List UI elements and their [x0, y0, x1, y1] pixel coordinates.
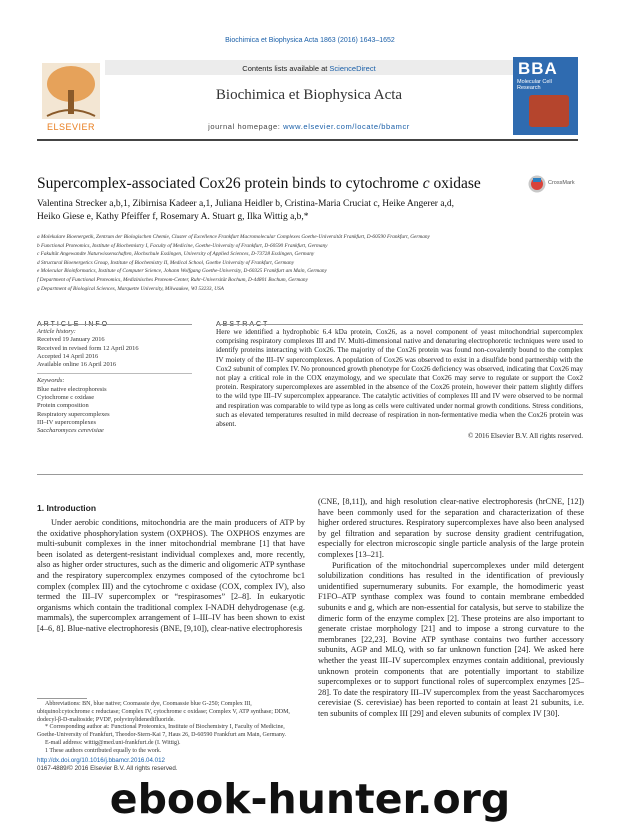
footnotes	[37, 701, 305, 756]
crossmark-label: CrossMark	[548, 180, 575, 186]
copyright: © 2016 Elsevier B.V. All rights reserved.	[467, 432, 583, 441]
affiliation-item: a Molekulare Bioenergetik, Zentrum der Biologischen Chemie, Cluster of Excellence Frankfurt Macromolecular Complexes Goethe-Universität Frankfurt, D-60590 Frankfurt, Germany	[37, 234, 430, 240]
affiliation-item: g Department of Biological Sciences, Marquette University, Milwaukee, WI 53233, USA	[37, 285, 224, 292]
journal-title: Biochimica et Biophysica Acta	[215, 87, 403, 103]
footnote-rule	[37, 698, 87, 699]
history-item: Accepted 14 April 2016	[37, 352, 99, 360]
affiliation-item: f Department of Functional Proteomics, Medizinisches Proteom-Center, Ruhr-Universität Bochum, D-44801 Bochum, Germany	[37, 276, 308, 283]
footnote-equal: 1 These authors contributed equally to the work.	[45, 747, 162, 754]
abstract-body	[216, 328, 583, 440]
authors-line-2: Heiko Giese e, Kathy Pfeiffer f, Rosemary A. Stuart g, Ilka Wittig a,b,*	[37, 212, 309, 222]
intro-left-paragraph: Under aerobic conditions, mitochondria are the main producers of ATP by the oxidative phosphorylation system (OXPHOS). The OXPHOS enzymes are multi-subunit complexes in the inner mitochondrial membrane [1] that have been isolated as detergent-resistant individual complexes and, more recently, also as higher order structures, such as the dimeric and oligomeric ATP synthase and the respiratory supercomplex enzymes composed of the cytochrome bc1 complex (complex III) and the cytochrome c oxidase (COX, complex IV), also termed the III–IV supercomplex or “respirasomes” [2–8]. In eukaryotic organisms which contain the traditional complex I-NADH dehydrogenase (e.g. mammals), the supercomplex arrangement of I–III–IV has been shown to exist [4–6, 8]. Blue-native electrophoresis (BNE, [9,10]), clear-native electrophoresis	[37, 518, 305, 633]
intro-right-paragraph-1: (CNE, [8,11]), and high resolution clear-native electrophoresis (hrCNE, [12]) have been commonly used for the separation and characterization of these higher ordered structures. Respiratory supercomplexes have also been analysed by gel filtration and separation by sucrose density gradient centrifugation, especially for electron microscopic single particle analysis of the large protein complexes [13–21].	[318, 497, 584, 559]
author-list	[37, 198, 577, 224]
homepage-prefix: journal homepage:	[208, 122, 284, 131]
keyword-item: Cytochrome c oxidase	[37, 394, 95, 402]
keyword-item: III–IV supercomplexes	[37, 418, 96, 426]
watermark: ebook-hunter.org	[109, 775, 511, 823]
affiliation-item: d Structural Bioenergetics Group, Institute of Biochemistry II, Medical School, Goethe University of Frankfurt, Germany	[37, 259, 295, 266]
keyword-item: Saccharomyces cerevisiae	[37, 427, 104, 435]
contents-line	[105, 64, 513, 73]
section-heading: 1. Introduction	[37, 503, 97, 513]
abstract-bottom-rule	[37, 474, 583, 475]
history-item: Available online 16 April 2016	[37, 361, 117, 369]
affiliation-item: b Functional Proteomics, Institute of Biochemistry I, Faculty of Medicine, Goethe-University of Frankfurt, D-60590 Frankfurt, Germany	[37, 242, 328, 249]
keyword-item: Respiratory supercomplexes	[37, 410, 110, 418]
journal-citation[interactable]: Biochimica et Biophysica Acta 1863 (2016) 1643–1652	[225, 37, 395, 44]
issn-line: 0167-4889/© 2016 Elsevier B.V. All rights reserved.	[37, 765, 178, 772]
article-info	[37, 328, 192, 436]
cover-title: BBA	[518, 59, 558, 78]
header-rule	[37, 139, 578, 141]
affiliation-item: c Fakultät Angewandte Naturwissenschaften, Hochschule Esslingen, University of Applied Sciences, D-73728 Esslingen, Germany	[37, 251, 315, 258]
affiliations	[37, 233, 577, 293]
crossmark-icon	[528, 175, 546, 193]
intro-right-paragraph-2: Purification of the mitochondrial supercomplexes under mild detergent solubilization conditions has resulted in the identification of previously unidentified supernumerary subunits. For example, the homodimeric yeast F1FO–ATP synthase complex was found to contain membrane embedded subunits e and g, which are non-essential for catalysis, but serve to stabilize the dimeric form of the enzyme complex [2]. These proteins are also important to generate cristae morphology [21] and to impose a strong curvature to the membranes [22,23]. Bovine ATP synthase contains two further accessory subunits, AGP and MLQ, with so far unknown function [24]. We asked here whether the yeast III–IV supercomplex enzymes contain additional, previously unknown protein components that are potentially important to stabilize supercomplexes or to support functional roles of supercomplex enzymes [25–28]. To date the respiratory III–IV supercomplex from the yeast Saccharomyces cerevisiae (S. cerevisiae) has been reported to contain at least 21 subunits, i.e. ten subunits of complex III [29] and eleven subunits of complex IV [30].	[318, 560, 584, 718]
contents-prefix: Contents lists available at	[242, 64, 330, 73]
footnote-abbreviations: Abbreviations: BN, blue native; Coomassie dye, Coomassie blue G-250; Complex III, ubiquinol:cytochrome c reductase; Complex IV, cytochrome c oxidase; Complex V, ATP synthase; DDM, dodecyl-β-D-maltoside; PVDF, polyvinylidenedifluoride.	[37, 701, 290, 723]
abstract-rule	[216, 324, 583, 325]
info-divider	[37, 373, 192, 374]
crossmark-badge[interactable]	[528, 173, 576, 197]
title-end: oxidase	[429, 175, 481, 192]
doi-link[interactable]: http://dx.doi.org/10.1016/j.bbamcr.2016.04.012	[37, 757, 165, 764]
sciencedirect-link[interactable]: ScienceDirect	[329, 64, 376, 73]
history-label: Article history:	[37, 328, 76, 335]
footnote-email: E-mail address: wittig@med.uni-frankfurt.de (I. Wittig).	[45, 739, 181, 746]
paper-title	[37, 175, 517, 193]
history-item: Received 19 January 2016	[37, 336, 105, 344]
history-item: Received in revised form 12 April 2016	[37, 344, 139, 352]
title-italic: c	[422, 175, 430, 192]
publisher-name: ELSEVIER	[46, 122, 96, 132]
keyword-item: Blue native electrophoresis	[37, 385, 107, 393]
footnote-corresponding: * Corresponding author at: Functional Proteomics, Institute of Biochemistry I, Faculty of Medicine, Goethe-University of Frankfurt, Theodor-Stern-Kai 7, Haus 26, D-60590 Frankfurt am Main, Germany.	[37, 724, 286, 739]
cover-subtitle: Molecular Cell Research	[517, 79, 552, 91]
journal-cover	[513, 57, 578, 135]
journal-homepage	[105, 122, 513, 131]
title-main: Supercomplex-associated Cox26 protein binds to cytochrome	[37, 175, 423, 192]
intro-right-column	[318, 497, 584, 719]
abstract-text: Here we identified a hydrophobic 6.4 kDa protein, Cox26, as a novel component of yeast mitochondrial supercomplex comprising respiratory complexes III and IV. Multi-dimensional native and denaturing electrophoretic techniques were used to identify proteins interacting with Cox26. The majority of the Cox26 protein was found non-covalently bound to the complex IV moiety of the III–IV supercomplexes. A population of Cox26 was observed to exist in a disulfide bond partnership with the Cox2 subunit of complex IV. No pronounced growth phenotype for Cox26 deficiency was observed, indicating that Cox26 may not play a critical role in the COX enzymology, and we speculate that Cox26 may serve to regulate or support the Cox2 protein. Respiratory supercomplexes are assembled in the absence of the Cox26 protein, however their pattern slightly differs to the wild type III–IV supercomplex appearance. The catalytic activities of complexes III and IV were observed to be normal and respiration was comparable to wild type as long as cells were cultivated under normal growth conditions. Stress conditions, such as elevated temperatures resulted in mild decrease of respiration in non-fermentative media when the Cox26 protein was absent.	[216, 328, 583, 429]
keyword-item: Protein composition	[37, 402, 89, 410]
homepage-link[interactable]: www.elsevier.com/locate/bbamcr	[283, 122, 410, 131]
authors-line-1: Valentina Strecker a,b,1, Zibirnisa Kadeer a,1, Juliana Heidler b, Cristina-Maria Cruciat c, Heike Angerer a,d,	[37, 199, 455, 209]
keywords-label: Keywords:	[37, 377, 65, 385]
article-info-rule	[37, 324, 192, 325]
cover-artwork	[529, 95, 569, 127]
doi-block	[37, 757, 178, 773]
affiliation-item: e Molecular Bioinformatics, Institute of Computer Science, Johann Wolfgang Goethe-University, D-60325 Frankfurt am Main, Germany	[37, 268, 327, 275]
